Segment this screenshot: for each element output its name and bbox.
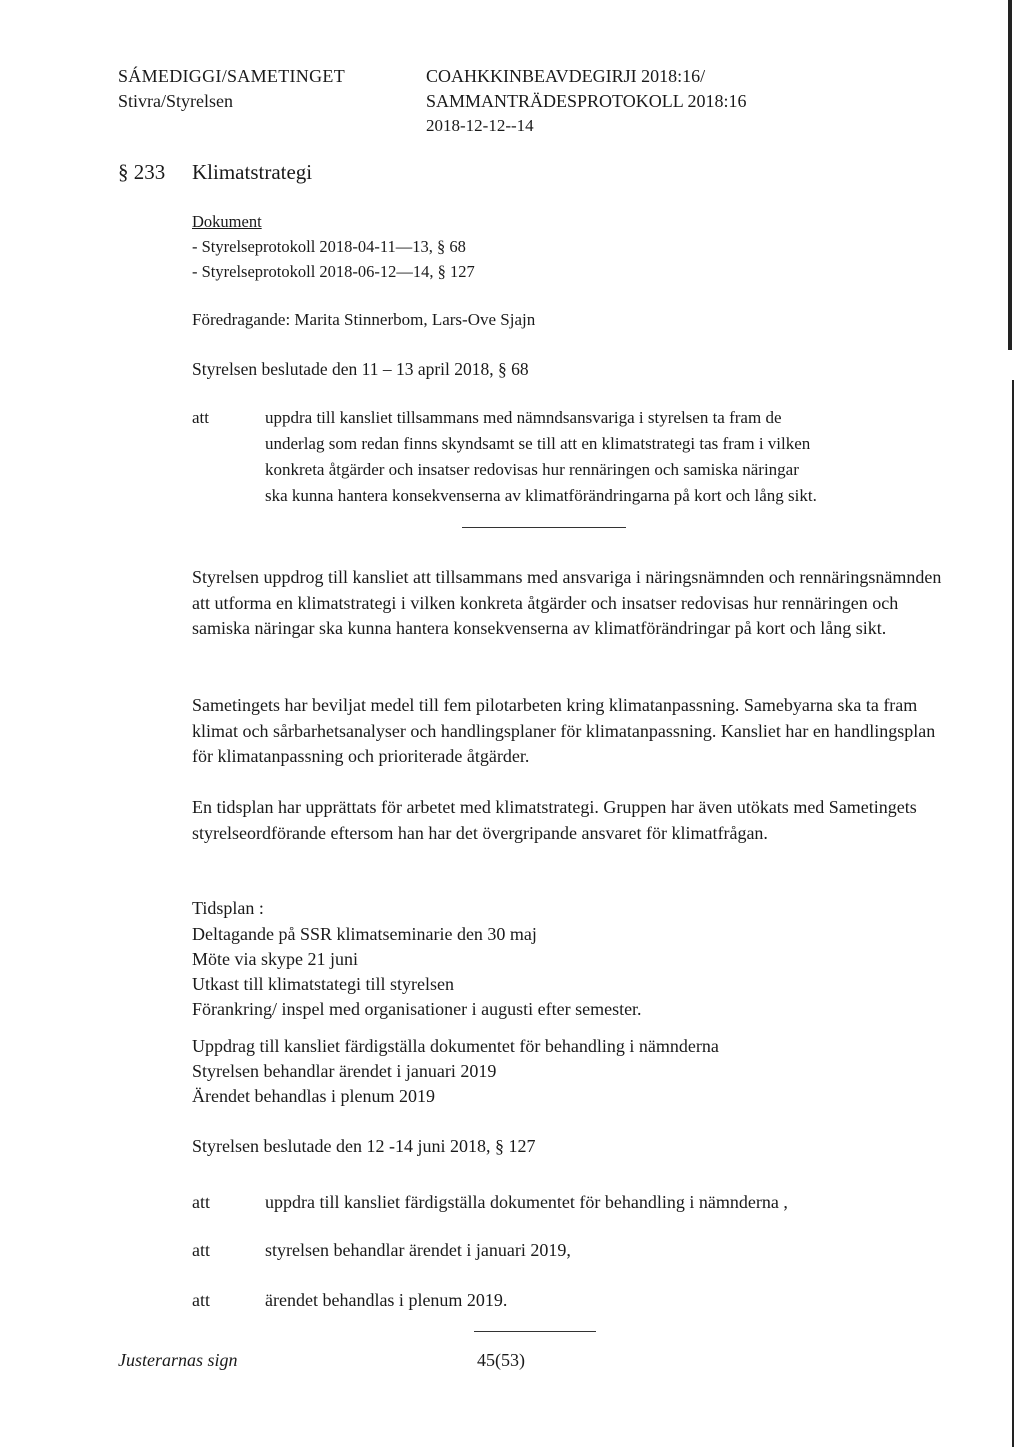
doc-title-swedish: SAMMANTRÄDESPROTOKOLL 2018:16: [426, 91, 747, 111]
decision2-item: styrelsen behandlar ärendet i januari 2019,: [265, 1240, 571, 1260]
org-name: SÁMEDIGGI/SAMETINGET: [118, 66, 345, 86]
decision1-line: uppdra till kansliet tillsammans med nämndsansvariga i styrelsen ta fram de: [265, 408, 782, 427]
document-item: - Styrelseprotokoll 2018-04-11—13, § 68: [192, 237, 466, 256]
presenters: Föredragande: Marita Stinnerbom, Lars-Ove Sjajn: [192, 310, 536, 329]
timeplan-item: Ärendet behandlas i plenum 2019: [192, 1086, 435, 1106]
paragraph: [192, 795, 952, 846]
paragraph-text: Styrelsen uppdrog till kansliet att tillsammans med ansvariga i näringsnämnden och rennäringsnämnden att utforma en klimatstrategi i vilken konkreta åtgärder och insatser redovisas hur rennäringen och samiska näringar ska kunna hantera konsekvenserna av klimatförändringar på kort och lång sikt.: [192, 567, 942, 638]
scan-edge-top: [1008, 0, 1012, 350]
decision1-att: att: [192, 408, 209, 427]
timeplan-item: Deltagande på SSR klimatseminarie den 30 maj: [192, 924, 537, 944]
paragraph: [192, 565, 952, 642]
paragraph-text: Sametingets har beviljat medel till fem pilotarbeten kring klimatanpassning. Samebyarna ska ta fram klimat och sårbarhetsanalyser och handlingsplaner för klimatanpassning. Kansliet har en handlingsplan för klimatanpassning och prioriterade åtgärder.: [192, 695, 936, 766]
page-number: 45(53): [477, 1350, 525, 1370]
signature-label: Justerarnas sign: [118, 1350, 238, 1370]
decision2-att: att: [192, 1290, 210, 1310]
decision2-att: att: [192, 1240, 210, 1260]
timeplan-item: Styrelsen behandlar ärendet i januari 2019: [192, 1061, 497, 1081]
timeplan-heading: Tidsplan :: [192, 898, 264, 918]
timeplan-item: Möte via skype 21 juni: [192, 949, 358, 969]
decision2-item: uppdra till kansliet färdigställa dokumentet för behandling i nämnderna ,: [265, 1192, 788, 1212]
decision1-line: underlag som redan finns skyndsamt se till att en klimatstrategi tas fram i vilken: [265, 434, 811, 453]
paragraph-text: En tidsplan har upprättats för arbetet med klimatstrategi. Gruppen har även utökats med Sametingets styrelseordförande eftersom han har det övergripande ansvaret för klimatfrågan.: [192, 797, 917, 843]
paragraph: [192, 693, 952, 770]
timeplan-item: Uppdrag till kansliet färdigställa dokumentet för behandling i nämnderna: [192, 1036, 719, 1056]
decision2-item: ärendet behandlas i plenum 2019.: [265, 1290, 508, 1310]
meeting-date: 2018-12-12--14: [426, 116, 534, 135]
org-unit: Stivra/Styrelsen: [118, 91, 233, 111]
timeplan-item: Förankring/ inspel med organisationer i augusti efter semester.: [192, 999, 642, 1019]
section-title: Klimatstrategi: [192, 160, 313, 184]
decision2-intro: Styrelsen beslutade den 12 -14 juni 2018, § 127: [192, 1136, 536, 1156]
timeplan-item: Utkast till klimatstategi till styrelsen: [192, 974, 454, 994]
documents-heading: Dokument: [192, 212, 262, 231]
document-item: - Styrelseprotokoll 2018-06-12—14, § 127: [192, 262, 475, 281]
scan-edge-bottom: [1012, 380, 1014, 1447]
decision1-intro: Styrelsen beslutade den 11 – 13 april 2018, § 68: [192, 359, 529, 379]
decision2-att: att: [192, 1192, 210, 1212]
decision1-line: konkreta åtgärder och insatser redovisas hur rennäringen och samiska näringar: [265, 460, 799, 479]
doc-title-sami: COAHKKINBEAVDEGIRJI 2018:16/: [426, 66, 706, 86]
separator-rule: [462, 527, 626, 528]
signature-line: [474, 1331, 596, 1332]
decision1-line: ska kunna hantera konsekvenserna av klimatförändringarna på kort och lång sikt.: [265, 486, 817, 505]
section-number: § 233: [118, 160, 166, 184]
